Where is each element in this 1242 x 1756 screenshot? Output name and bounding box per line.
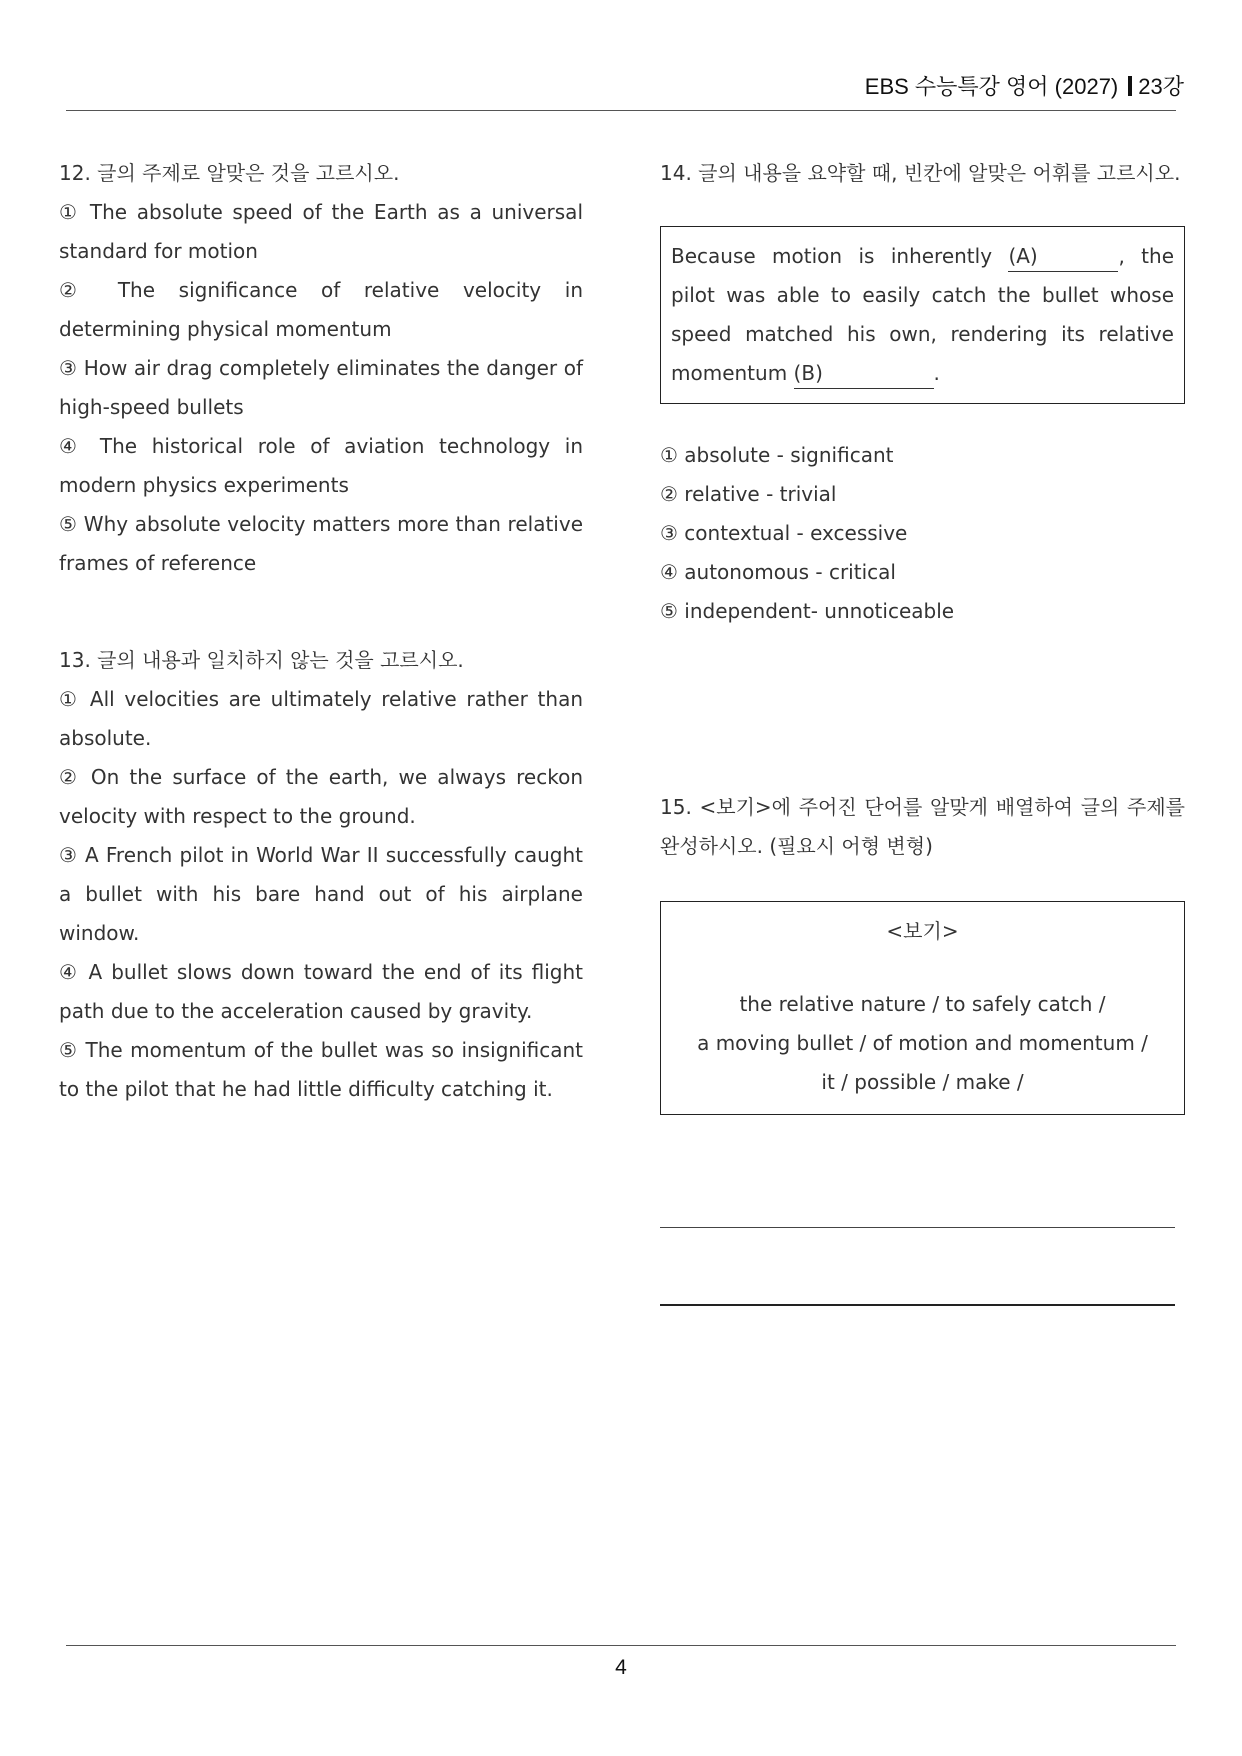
question-12-option-2[interactable]: ② The significance of relative velocity in determining physical momentum: [59, 278, 583, 341]
lesson-number: 23강: [1138, 74, 1184, 99]
summary-box: [660, 226, 1185, 404]
question-14-option-3[interactable]: ③ contextual - excessive: [660, 521, 908, 545]
question-14: [660, 154, 1185, 631]
header-separator-bar: [1128, 76, 1132, 96]
running-header: [865, 70, 1184, 101]
question-13-option-5[interactable]: ⑤ The momentum of the bullet was so insignificant to the pilot that he had little difficulty catching it.: [59, 1038, 583, 1101]
summary-text-part-2: , the pilot was able to easily catch the bullet whose speed matched his own, rendering its relative momentum: [671, 244, 1174, 385]
question-14-options: [660, 436, 1185, 631]
example-box-line-2: a moving bullet / of motion and momentum /: [697, 1031, 1148, 1055]
summary-text-part-3: .: [933, 361, 940, 385]
example-box: [660, 901, 1185, 1115]
question-14-title: 14. 글의 내용을 요약할 때, 빈칸에 알맞은 어휘를 고르시오.: [660, 161, 1181, 185]
example-box-title: <보기>: [886, 919, 959, 943]
question-13-option-1[interactable]: ① All velocities are ultimately relative rather than absolute.: [59, 687, 583, 750]
question-13-option-3[interactable]: ③ A French pilot in World War II successfully caught a bullet with his bare hand out of his airplane window.: [59, 843, 583, 945]
header-rule: [66, 110, 1176, 111]
page-number: 4: [615, 1656, 627, 1679]
question-13-option-2[interactable]: ② On the surface of the earth, we always reckon velocity with respect to the ground.: [59, 765, 583, 828]
example-box-line-1: the relative nature / to safely catch /: [739, 992, 1106, 1016]
question-14-option-1[interactable]: ① absolute - significant: [660, 443, 894, 467]
question-14-option-2[interactable]: ② relative - trivial: [660, 482, 837, 506]
question-12-title: 12. 글의 주제로 알맞은 것을 고르시오.: [59, 161, 400, 185]
question-12-option-4[interactable]: ④ The historical role of aviation technology in modern physics experiments: [59, 434, 583, 497]
answer-line-1[interactable]: [660, 1227, 1175, 1228]
summary-text-part-1: Because motion is inherently: [671, 244, 1009, 268]
question-12: [59, 154, 583, 583]
blank-a: (A): [1008, 241, 1118, 272]
answer-line-2[interactable]: [660, 1304, 1175, 1306]
question-13-title: 13. 글의 내용과 일치하지 않는 것을 고르시오.: [59, 648, 464, 672]
question-14-option-4[interactable]: ④ autonomous - critical: [660, 560, 896, 584]
question-12-option-3[interactable]: ③ How air drag completely eliminates the danger of high-speed bullets: [59, 356, 583, 419]
question-14-option-5[interactable]: ⑤ independent- unnoticeable: [660, 599, 955, 623]
question-15-title: 15. <보기>에 주어진 단어를 알맞게 배열하여 글의 주제를 완성하시오. (필요시 어형 변형): [660, 795, 1185, 858]
question-13-option-4[interactable]: ④ A bullet slows down toward the end of its flight path due to the acceleration caused by gravity.: [59, 960, 583, 1023]
footer-rule: [66, 1645, 1176, 1646]
question-15: [660, 788, 1185, 1115]
blank-b: (B): [794, 358, 934, 389]
book-title: EBS 수능특강 영어 (2027): [864, 74, 1119, 99]
question-12-option-5[interactable]: ⑤ Why absolute velocity matters more than relative frames of reference: [59, 512, 583, 575]
question-12-option-1[interactable]: ① The absolute speed of the Earth as a universal standard for motion: [59, 200, 583, 263]
example-box-line-3: it / possible / make /: [821, 1070, 1024, 1094]
question-13: [59, 641, 583, 1109]
